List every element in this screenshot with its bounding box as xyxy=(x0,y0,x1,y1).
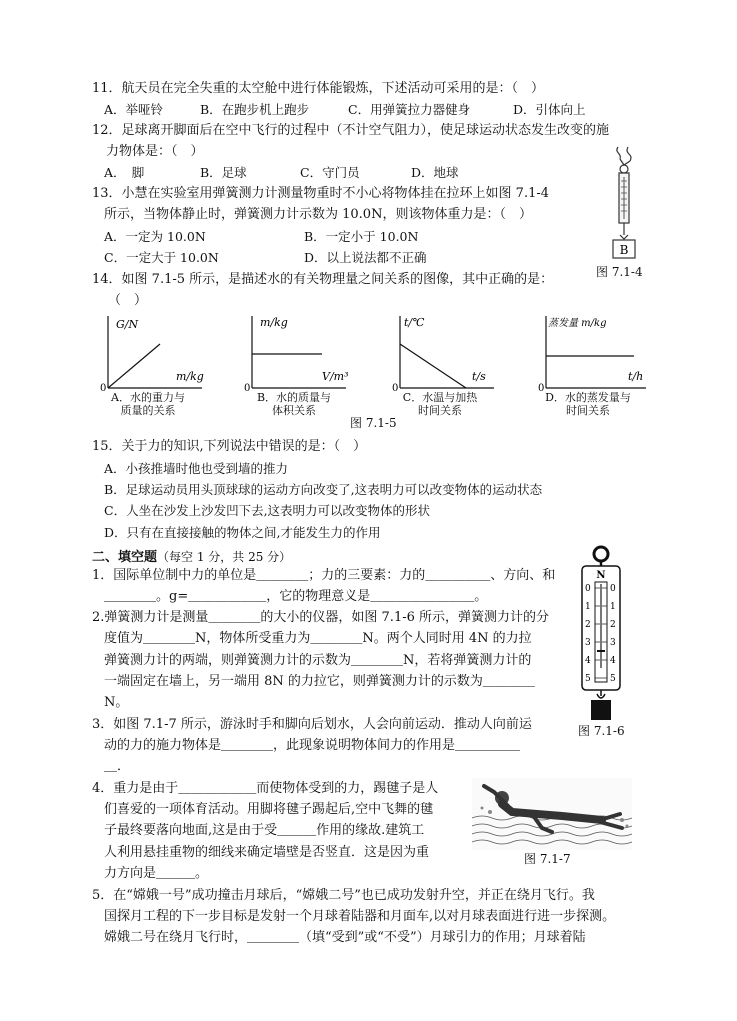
graph-b-caption: B．水的质量与 体积关系 xyxy=(256,391,332,417)
graph-c-caption: C．水温与加热 时间关系 xyxy=(402,391,478,417)
graph-a-xlabel: m/kg xyxy=(176,370,204,383)
graph-a xyxy=(98,312,208,394)
q15-option-d: D．只有在直接接触的物体之间,才能发生力的作用 xyxy=(104,525,381,540)
q14-stem-cont: （ ） xyxy=(108,293,148,308)
scale-right-5: 5 xyxy=(610,674,616,684)
q12-option-a: A． 脚 xyxy=(104,165,145,180)
fill-3-line-2: 动的力的施力物体是＿＿＿＿，此现象说明物体间力的作用是＿＿＿＿＿ xyxy=(104,738,521,753)
q12-option-b: B．足球 xyxy=(200,165,247,180)
fill-4-line-4: 人利用悬挂重物的细线来确定墙壁是否竖直．这是因为重 xyxy=(104,845,430,860)
graph-a-line xyxy=(108,344,160,388)
scale-right-1: 1 xyxy=(610,602,616,612)
q13-option-a: A．一定为 10.0N xyxy=(104,229,206,244)
q11-option-c: C．用弹簧拉力器健身 xyxy=(348,102,471,117)
fill-4-line-2: 们喜爱的一项体育活动。用脚将毽子踢起后,空中飞舞的毽 xyxy=(104,802,434,817)
figure-7-1-7-swimmer xyxy=(472,778,632,850)
q13-stem: 13．小慧在实验室用弹簧测力计测量物重时不小心将物体挂在拉环上如图 7.1-4 xyxy=(92,186,550,201)
fill-2-line-5: N。 xyxy=(104,695,129,710)
fill-5-line-1: 5．在“嫦娥一号”成功撞击月球后，“嫦娥二号”也已成功发射升空，并正在绕月飞行。我 xyxy=(92,888,595,903)
fill-4-line-1: 4．重力是由于＿＿＿＿＿＿而使物体受到的力，踢毽子是人 xyxy=(92,781,439,796)
section-2-title: 二、填空题（每空 1 分，共 25 分） xyxy=(92,550,292,565)
q13-option-d: D．以上说法都不正确 xyxy=(304,250,427,265)
figure-7-1-6-unit: N xyxy=(596,570,606,581)
q15-option-c: C．人坐在沙发上沙发凹下去,这表明力可以改变物体的形状 xyxy=(104,503,431,518)
fill-2-line-3: 弹簧测力计的两端，则弹簧测力计的示数为＿＿＿＿N，若将弹簧测力计的 xyxy=(104,653,532,668)
scale-right-0: 0 xyxy=(610,584,616,594)
section-2-note: （每空 1 分，共 25 分） xyxy=(157,550,292,564)
graph-d-ylabel: 蒸发量 m/kg xyxy=(548,318,607,329)
graph-d-xlabel: t/h xyxy=(628,370,644,383)
fill-1-line-2: ＿＿＿＿。g=＿＿＿＿＿＿，它的物理意义是＿＿＿＿＿＿＿＿。 xyxy=(104,589,488,604)
q12-option-c: C．守门员 xyxy=(300,165,360,180)
graph-c-line xyxy=(400,344,466,388)
fill-2-line-2: 度值为＿＿＿＿N，物体所受重力为＿＿＿＿N。两个人同时用 4N 的力拉 xyxy=(104,631,532,646)
q11-option-b: B．在跑步机上跑步 xyxy=(200,102,310,117)
q15-stem: 15．关于力的知识,下列说法中错误的是：（ ） xyxy=(92,439,367,454)
graph-a-origin: 0 xyxy=(100,383,107,394)
fill-3-line-3: ＿． xyxy=(104,759,131,774)
q12-option-d: D．地球 xyxy=(411,165,459,180)
scale-left-5: 5 xyxy=(585,674,591,684)
scale-left-0: 0 xyxy=(585,584,591,594)
graph-c-xlabel: t/s xyxy=(472,370,486,383)
scale-right-4: 4 xyxy=(610,656,616,666)
scale-right-3: 3 xyxy=(610,638,616,648)
q13-stem-cont: 所示，当物体静止时，弹簧测力计示数为 10.0N，则该物体重力是：（ ） xyxy=(104,207,532,222)
q15-option-b: B．足球运动员用头顶球球的运动方向改变了,这表明力可以改变物体的运动状态 xyxy=(104,482,543,497)
scale-left-3: 3 xyxy=(585,638,591,648)
fill-4-line-3: 子最终要落向地面,这是由于受＿＿＿作用的缘故.建筑工 xyxy=(104,823,425,838)
fill-3-line-1: 3．如图 7.1-7 所示，游泳时手和脚向后划水，人会向前运动．推动人向前运 xyxy=(92,717,532,732)
graph-d-origin: 0 xyxy=(538,383,545,394)
figure-7-1-4-spring-scale xyxy=(600,143,650,263)
graph-b-xlabel: V/m³ xyxy=(322,370,349,383)
graph-c-ylabel: t/℃ xyxy=(404,316,425,329)
figure-7-1-4-block-letter: B xyxy=(619,243,629,257)
fill-1-line-1: 1．国际单位制中力的单位是＿＿＿＿；力的三要素：力的＿＿＿＿＿、方向、和 xyxy=(92,568,556,583)
q11-option-a: A．举哑铃 xyxy=(104,102,164,117)
fill-2-line-1: 2.弹簧测力计是测量＿＿＿＿的大小的仪器，如图 7.1-6 所示，弹簧测力计的分 xyxy=(92,610,550,625)
scale-left-2: 2 xyxy=(585,620,591,630)
graph-b-origin: 0 xyxy=(244,383,251,394)
q12-stem: 12．足球离开脚面后在空中飞行的过程中（不计空气阻力），使足球运动状态发生改变的施 xyxy=(92,123,610,138)
figure-7-1-7-label: 图 7.1-7 xyxy=(524,852,571,866)
graph-d xyxy=(536,312,654,394)
scale-right-2: 2 xyxy=(610,620,616,630)
fill-2-line-4: 一端固定在墙上，另一端用 8N 的力拉它，则弹簧测力计的示数为＿＿＿＿ xyxy=(104,674,535,689)
figure-7-1-6-spring-scale xyxy=(576,544,626,722)
graph-d-caption: D．水的蒸发量与 时间关系 xyxy=(545,391,631,417)
fill-5-line-2: 国探月工程的下一步目标是发射一个月球着陆器和月面车,以对月球表面进行进一步探测。 xyxy=(104,909,616,924)
scale-left-1: 1 xyxy=(585,602,591,612)
q15-option-a: A．小孩推墙时他也受到墙的推力 xyxy=(104,461,289,476)
q11-option-d: D．引体向上 xyxy=(513,102,586,117)
graph-a-caption: A．水的重力与 质量的关系 xyxy=(111,391,185,417)
q13-option-b: B．一定小于 10.0N xyxy=(304,229,419,244)
q13-option-c: C．一定大于 10.0N xyxy=(104,250,219,265)
fill-4-line-5: 力方向是＿＿＿。 xyxy=(104,866,209,881)
scale-left-4: 4 xyxy=(585,656,591,666)
graph-b xyxy=(242,312,352,394)
graph-a-ylabel: G/N xyxy=(116,318,139,331)
q12-stem-cont: 力物体是：（ ） xyxy=(106,144,204,159)
graph-c-origin: 0 xyxy=(392,383,399,394)
graph-c xyxy=(390,312,500,394)
fill-5-line-3: 嫦娥二号在绕月飞行时，＿＿＿＿（填“受到”或“不受”）月球引力的作用；月球着陆 xyxy=(104,930,586,945)
q11-stem: 11．航天员在完全失重的太空舱中进行体能锻炼，下述活动可采用的是：（ ） xyxy=(92,81,545,96)
figure-7-1-5-label: 图 7.1-5 xyxy=(350,416,397,430)
figure-7-1-4-label: 图 7.1-4 xyxy=(596,265,643,279)
graph-b-ylabel: m/kg xyxy=(260,316,288,329)
figure-7-1-6-label: 图 7.1-6 xyxy=(578,724,625,738)
q14-stem: 14．如图 7.1-5 所示，是描述水的有关物理量之间关系的图像，其中正确的是： xyxy=(92,272,554,287)
